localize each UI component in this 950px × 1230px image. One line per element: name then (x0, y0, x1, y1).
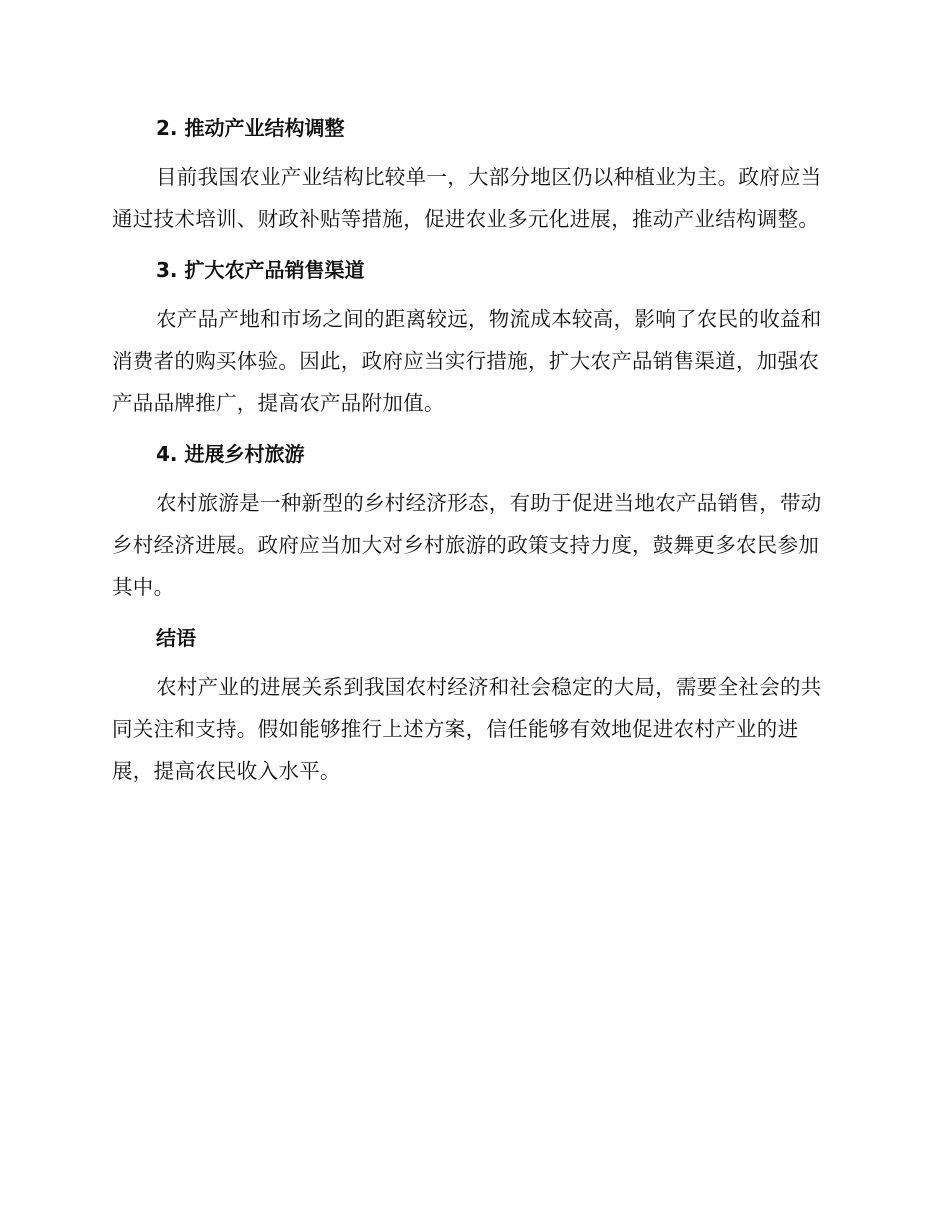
section-heading: 2. 推动产业结构调整 (156, 116, 345, 140)
section-heading: 4. 进展乡村旅游 (156, 442, 305, 466)
section-paragraph: 目前我国农业产业结构比较单一，大部分地区仍以种植业为主。政府应当通过技术培训、财政补贴等措施，促进农业多元化进展，推动产业结构调整。 (112, 165, 822, 231)
section-rural-tourism (112, 434, 830, 608)
section-heading: 结语 (156, 626, 196, 650)
section-paragraph: 农村产业的进展关系到我国农村经济和社会稳定的大局，需要全社会的共同关注和支持。假如能够推行上述方案，信任能够有效地促进农村产业的进展，提高农民收入水平。 (112, 675, 822, 783)
section-paragraph: 农村旅游是一种新型的乡村经济形态，有助于促进当地农产品销售，带动乡村经济进展。政府应当加大对乡村旅游的政策支持力度，鼓舞更多农民参加其中。 (112, 491, 822, 599)
section-sales-channels (112, 250, 830, 424)
document-body (112, 108, 830, 802)
section-industry-structure (112, 108, 830, 240)
section-heading: 3. 扩大农产品销售渠道 (156, 258, 365, 282)
section-conclusion (112, 618, 830, 792)
section-paragraph: 农产品产地和市场之间的距离较远，物流成本较高，影响了农民的收益和消费者的购买体验。因此，政府应当实行措施，扩大农产品销售渠道，加强农产品品牌推广，提高农产品附加值。 (112, 307, 822, 415)
